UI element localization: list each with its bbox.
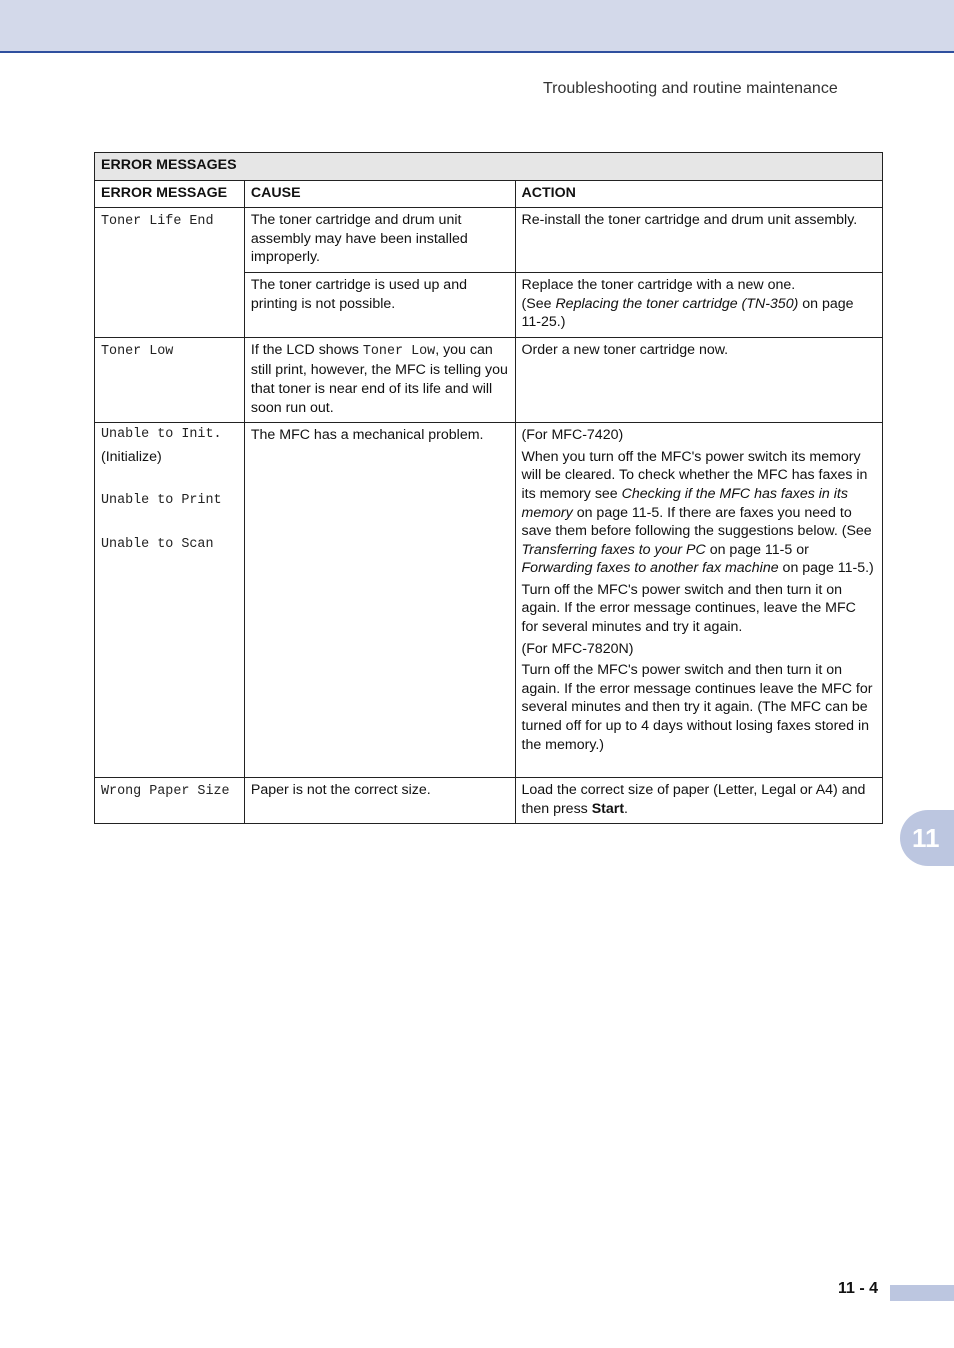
lcd-code: Toner Low [362, 343, 436, 359]
table-caption-row [95, 153, 883, 181]
error-code: Wrong Paper Size [101, 784, 230, 800]
cause-cell: The toner cartridge and drum unit assembly may have been installed improperly. [244, 208, 515, 273]
table-caption: ERROR MESSAGES [95, 153, 883, 181]
model-label: (For MFC-7420) [521, 427, 624, 444]
column-header-action: ACTION [515, 180, 882, 208]
header-band [0, 0, 954, 53]
action-paragraph: Turn off the MFC's power switch and then turn it on again. If the error message continues leave the MFC for several minutes and then try it again. (The MFC can be turned off for up to 4 days without losing faxes stored in the memory.) [521, 662, 873, 753]
page-number-bar [890, 1285, 954, 1301]
error-code: Unable to Print [101, 493, 222, 509]
chapter-tab[interactable] [900, 810, 954, 866]
running-header: Troubleshooting and routine maintenance [543, 80, 838, 97]
error-message-cell [95, 423, 245, 778]
error-code: Unable to Scan [101, 536, 214, 552]
cross-reference-link[interactable]: Forwarding faxes to another fax machine [521, 560, 779, 577]
action-line: Replace the toner cartridge with a new one. [521, 276, 796, 293]
cause-cell: The MFC has a mechanical problem. [244, 423, 515, 778]
error-code-note: (Initialize) [101, 448, 162, 465]
chapter-number: 11 [912, 822, 940, 853]
action-paragraph: When you turn off the MFC's power switch its memory will be cleared. To check whether the MFC has faxes in its memory see Checking if the MFC has faxes in its memory on page 11-5. If there are faxes you need to save them before following the suggestions below. (See Transferring faxes to your PC on page 11-5 or Forwarding faxes to another fax machine on page 11-5.) [521, 448, 874, 577]
page-number: 11 - 4 [838, 1280, 879, 1297]
column-header-cause: CAUSE [244, 180, 515, 208]
action-cell [515, 272, 882, 337]
action-reference: (See Replacing the toner cartridge (TN-350) on page 11-25.) [521, 295, 854, 331]
error-messages-table [94, 152, 883, 824]
error-code: Toner Low [101, 343, 174, 359]
error-message-cell [95, 337, 245, 422]
action-cell: Load the correct size of paper (Letter, Legal or A4) and then press Start. [515, 778, 882, 824]
start-key-label: Start [591, 800, 625, 817]
cross-reference-link[interactable]: Transferring faxes to your PC [521, 541, 706, 558]
action-paragraph: Turn off the MFC's power switch and then turn it on again. If the error message continues, leave the MFC for several minutes and try it again. [521, 581, 856, 636]
model-label: (For MFC-7820N) [521, 640, 634, 657]
error-message-cell [95, 208, 245, 338]
cause-cell: If the LCD shows Toner Low, you can still print, however, the MFC is telling you that toner is near end of its life and will soon run out. [244, 337, 515, 422]
action-cell [515, 423, 882, 778]
table-row [95, 778, 883, 824]
column-header-error-message: ERROR MESSAGE [95, 180, 245, 208]
error-code: Toner Life End [101, 214, 214, 230]
cross-reference-link[interactable]: Checking if the MFC has faxes in its memory [521, 485, 848, 521]
cause-cell: The toner cartridge is used up and printing is not possible. [244, 272, 515, 337]
table-row [95, 423, 883, 778]
action-cell: Order a new toner cartridge now. [515, 337, 882, 422]
cross-reference-link[interactable]: Replacing the toner cartridge (TN-350) [555, 295, 799, 312]
cause-cell: Paper is not the correct size. [244, 778, 515, 824]
table-row [95, 337, 883, 422]
error-message-cell [95, 778, 245, 824]
action-cell: Re-install the toner cartridge and drum unit assembly. [515, 208, 882, 273]
table-row [95, 208, 883, 273]
error-code: Unable to Init. [101, 427, 222, 443]
table-header-row [95, 180, 883, 208]
